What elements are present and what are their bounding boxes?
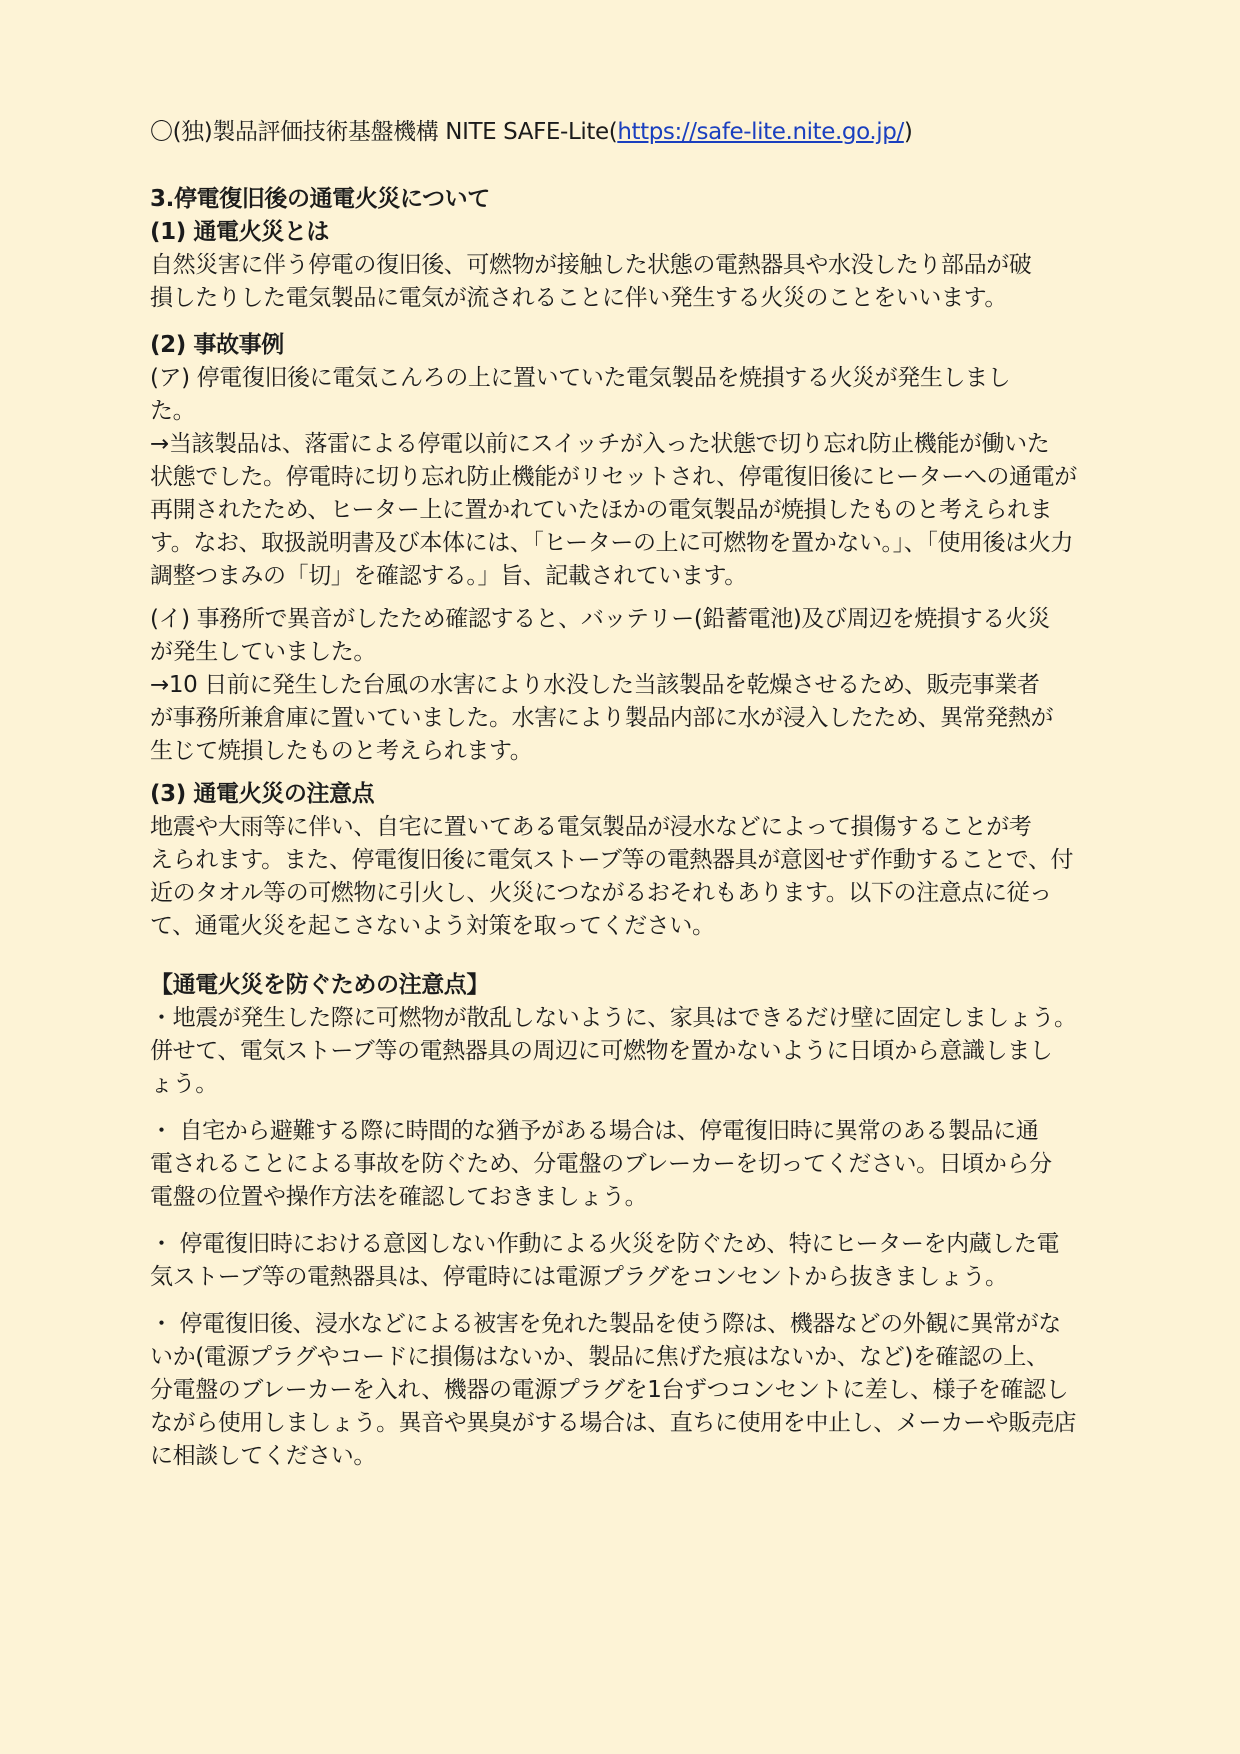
paragraph-line: 近のタオル等の可燃物に引火し、火災につながるおそれもあります。以下の注意点に従っ xyxy=(150,880,1052,906)
paragraph-line: ・ 自宅から避難する際に時間的な猶予がある場合は、停電復旧時に異常のある製品に通 xyxy=(150,1118,1039,1144)
paragraph-line: に相談してください。 xyxy=(150,1443,377,1469)
paragraph-line: ょう。 xyxy=(150,1071,218,1097)
prevention-heading: 【通電火災を防ぐための注意点】 xyxy=(150,972,490,998)
paragraph-line: が事務所兼倉庫に置いていました。水害により製品内部に水が浸入したため、異常発熱が xyxy=(150,705,1054,731)
subsection-heading-3: (3) 通電火災の注意点 xyxy=(150,781,375,807)
source-prefix: 〇(独)製品評価技術基盤機構 NITE SAFE-Lite( xyxy=(150,119,618,145)
paragraph-line: えられます。また、停電復旧後に電気ストーブ等の電熱器具が意図せず作動することで、付 xyxy=(150,847,1074,873)
source-suffix: ) xyxy=(903,119,913,145)
paragraph-line: →10 日前に発生した台風の水害により水没した当該製品を乾燥させるため、販売事業者 xyxy=(150,672,1040,698)
prevention-point-2 xyxy=(150,1115,1122,1214)
paragraph-line: →当該製品は、落雷による停電以前にスイッチが入った状態で切り忘れ防止機能が働いた xyxy=(150,431,1050,457)
paragraph-line: 併せて、電気ストーブ等の電熱器具の周辺に可燃物を置かないように日頃から意識しまし xyxy=(150,1038,1053,1064)
paragraph-line: 調整つまみの「切」を確認する。」旨、記載されています。 xyxy=(150,563,747,589)
paragraph-line: 気ストーブ等の電熱器具は、停電時には電源プラグをコンセントから抜きましょう。 xyxy=(150,1264,1008,1290)
subsection-heading-2: (2) 事故事例 xyxy=(150,332,284,358)
subsection-heading-1: (1) 通電火災とは xyxy=(150,219,330,245)
paragraph-line: す。なお、取扱説明書及び本体には、「ヒーターの上に可燃物を置かない。」、「使用後は火力 xyxy=(150,530,1074,556)
paragraph-line: 自然災害に伴う停電の復旧後、可燃物が接触した状態の電熱器具や水没したり部品が破 xyxy=(150,252,1032,278)
document-page xyxy=(150,116,1122,1473)
paragraph-line: 生じて焼損したものと考えられます。 xyxy=(150,738,533,764)
paragraph-line: 電盤の位置や操作方法を確認しておきましょう。 xyxy=(150,1184,648,1210)
paragraph-line: 再開されたため、ヒーター上に置かれていたほかの電気製品が焼損したものと考えられま xyxy=(150,497,1053,523)
paragraph-line: (イ) 事務所で異音がしたため確認すると、バッテリー(鉛蓄電池)及び周辺を焼損する火災 xyxy=(150,606,1051,632)
prevention-point-1 xyxy=(150,1002,1122,1101)
paragraph-line: て、通電火災を起こさないよう対策を取ってください。 xyxy=(150,913,715,939)
safe-lite-link[interactable]: https://safe-lite.nite.go.jp/ xyxy=(617,119,904,145)
paragraph-line: ・ 停電復旧後、浸水などによる被害を免れた製品を使う際は、機器などの外観に異常がな xyxy=(150,1311,1061,1337)
case-i-body xyxy=(150,603,1122,768)
section-title: 3.停電復旧後の通電火災について xyxy=(150,186,490,212)
paragraph-line: が発生していました。 xyxy=(150,639,377,665)
subsection-3-body xyxy=(150,811,1122,943)
case-a-body xyxy=(150,362,1122,593)
prevention-point-3 xyxy=(150,1228,1122,1294)
paragraph-line: た。 xyxy=(150,398,196,424)
source-line xyxy=(150,116,1122,149)
paragraph-line: ・地震が発生した際に可燃物が散乱しないように、家具はできるだけ壁に固定しましょう。 xyxy=(150,1005,1077,1031)
paragraph-line: いか(電源プラグやコードに損傷はないか、製品に焦げた痕はないか、など)を確認の上、 xyxy=(150,1344,1049,1370)
paragraph-line: 損したりした電気製品に電気が流されることに伴い発生する火災のことをいいます。 xyxy=(150,285,1007,311)
paragraph-line: 地震や大雨等に伴い、自宅に置いてある電気製品が浸水などによって損傷することが考 xyxy=(150,814,1032,840)
paragraph-line: ながら使用しましょう。異音や異臭がする場合は、直ちに使用を中止し、メーカーや販売店 xyxy=(150,1410,1077,1436)
paragraph-line: 電されることによる事故を防ぐため、分電盤のブレーカーを切ってください。日頃から分 xyxy=(150,1151,1052,1177)
subsection-1-body xyxy=(150,249,1122,315)
paragraph-line: ・ 停電復旧時における意図しない作動による火災を防ぐため、特にヒーターを内蔵した電 xyxy=(150,1231,1060,1257)
paragraph-line: (ア) 停電復旧後に電気こんろの上に置いていた電気製品を焼損する火災が発生しまし xyxy=(150,365,1011,391)
paragraph-line: 状態でした。停電時に切り忘れ防止機能がリセットされ、停電復旧後にヒーターへの通電が xyxy=(150,464,1077,490)
prevention-point-4 xyxy=(150,1308,1122,1473)
paragraph-line: 分電盤のブレーカーを入れ、機器の電源プラグを1台ずつコンセントに差し、様子を確認し xyxy=(150,1377,1069,1403)
